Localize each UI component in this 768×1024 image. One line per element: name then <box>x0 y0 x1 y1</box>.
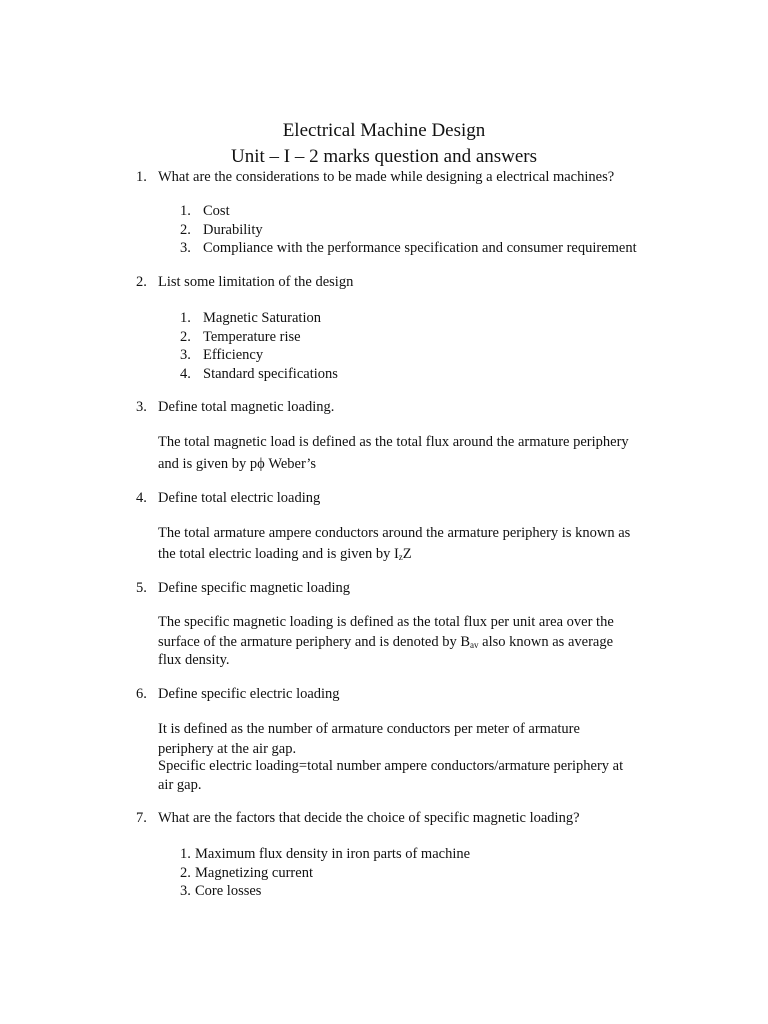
question-text: Define specific magnetic loading <box>158 580 351 596</box>
list-item <box>180 202 637 221</box>
answer-text: the total electric loading and is given by I <box>158 546 399 562</box>
list-item-number: 2. <box>180 328 191 345</box>
answer-5-line-1: The specific magnetic loading is defined as the total flux per unit area over the <box>158 614 614 630</box>
list-item-number: 4. <box>180 365 191 382</box>
question-text: What are the considerations to be made while designing a electrical machines? <box>158 169 615 185</box>
list-item <box>180 309 338 328</box>
question-text: Define total electric loading <box>158 490 321 506</box>
answer-6-line-2: periphery at the air gap. <box>158 741 297 757</box>
subscript: av <box>470 640 479 650</box>
question-text: What are the factors that decide the choice of specific magnetic loading? <box>158 810 580 826</box>
list-item-number: 3. <box>180 240 191 256</box>
list-item-number: 1. <box>180 310 191 326</box>
question-4 <box>136 489 320 507</box>
question-3 <box>136 398 334 416</box>
list-item <box>180 845 470 864</box>
question-number: 4. <box>136 490 147 506</box>
answer-list-2 <box>180 309 338 383</box>
list-item-text: Cost <box>203 203 230 219</box>
question-number: 3. <box>136 399 147 415</box>
question-1 <box>136 168 614 186</box>
question-5 <box>136 579 350 597</box>
list-item-text: Standard specifications <box>203 365 338 382</box>
list-item-text: Durability <box>203 221 263 238</box>
list-item-number: 3. <box>180 883 191 899</box>
question-number: 5. <box>136 580 147 596</box>
answer-text: surface of the armature periphery and is denoted by B <box>158 634 471 650</box>
list-item-text: Magnetizing current <box>195 864 313 881</box>
list-item <box>180 882 470 901</box>
list-item <box>180 346 338 365</box>
question-text: List some limitation of the design <box>158 274 354 290</box>
list-item-number: 2. <box>180 221 191 238</box>
answer-4-line-2 <box>158 545 412 564</box>
answer-4-line-1: The total armature ampere conductors around the armature periphery is known as <box>158 525 631 541</box>
answer-5-line-2 <box>158 633 613 652</box>
question-7 <box>136 809 580 827</box>
list-item-number: 1. <box>180 846 191 862</box>
document-subtitle: Unit – I – 2 marks question and answers <box>230 146 538 167</box>
answer-list-7 <box>180 845 470 901</box>
answer-3-line-1: The total magnetic load is defined as the total flux around the armature periphery <box>158 434 629 450</box>
answer-6-line-1: It is defined as the number of armature conductors per meter of armature <box>158 721 580 737</box>
list-item-text: Maximum flux density in iron parts of machine <box>195 846 471 862</box>
answer-6-line-4: air gap. <box>158 777 202 793</box>
list-item-text: Temperature rise <box>203 328 301 345</box>
list-item <box>180 365 338 384</box>
document-title: Electrical Machine Design <box>282 120 486 141</box>
list-item <box>180 221 637 240</box>
list-item-number: 2. <box>180 864 191 881</box>
answer-6-line-3: Specific electric loading=total number ampere conductors/armature periphery at <box>158 758 624 774</box>
question-number: 6. <box>136 686 147 702</box>
list-item-text: Magnetic Saturation <box>203 310 321 326</box>
answer-text: Z <box>402 546 412 562</box>
answer-5-line-3: flux density. <box>158 652 230 668</box>
subscript: z <box>398 552 403 562</box>
question-text: Define specific electric loading <box>158 686 340 702</box>
list-item-number: 1. <box>180 203 191 219</box>
question-2 <box>136 273 353 291</box>
list-item-text: Core losses <box>195 883 262 899</box>
answer-text: also known as average <box>478 634 614 650</box>
list-item <box>180 328 338 347</box>
list-item <box>180 239 637 258</box>
list-item-text: Compliance with the performance specification and consumer requirement <box>203 240 637 256</box>
question-6 <box>136 685 340 703</box>
question-number: 7. <box>136 810 147 826</box>
list-item <box>180 864 470 883</box>
list-item-text: Efficiency <box>203 347 264 363</box>
question-number: 1. <box>136 169 147 185</box>
answer-3-line-2: and is given by pϕ Weber’s <box>158 456 317 472</box>
answer-list-1 <box>180 202 637 258</box>
list-item-number: 3. <box>180 347 191 363</box>
question-text: Define total magnetic loading. <box>158 399 335 415</box>
question-number: 2. <box>136 274 147 290</box>
